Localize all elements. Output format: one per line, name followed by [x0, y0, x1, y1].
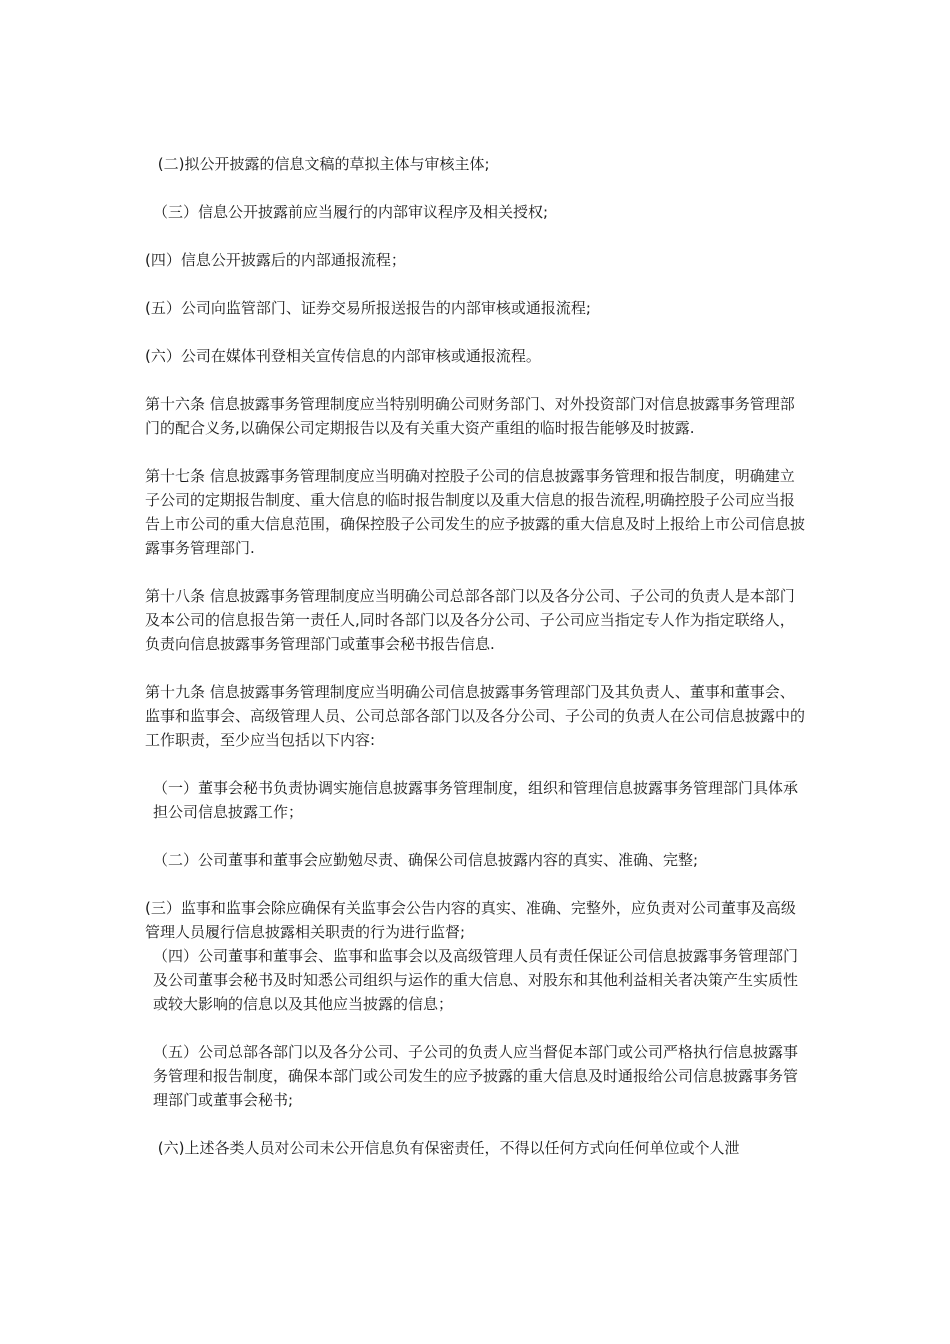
duty-item-6: (六)上述各类人员对公司未公开信息负有保密责任，不得以任何方式向任何单位或个人泄: [153, 1139, 740, 1157]
article-16: 第十六条 信息披露事务管理制度应当特别明确公司财务部门、对外投资部门对信息披露事务管理部门的配合义务,以确保公司定期报告以及有关重大资产重组的临时报告能够及时披露.: [145, 395, 795, 437]
article-19: 第十九条 信息披露事务管理制度应当明确公司信息披露事务管理部门及其负责人、董事和董事会、监事和监事会、高级管理人员、公司总部各部门以及各分公司、子公司的负责人在公司信息披露中的工作职责，至少应当包括以下内容:: [145, 683, 806, 749]
paragraph-item-4: (四）信息公开披露后的内部通报流程；: [145, 251, 406, 269]
duty-item-1: （一）董事会秘书负责协调实施信息披露事务管理制度，组织和管理信息披露事务管理部门具体承担公司信息披露工作；: [153, 779, 799, 821]
duty-item-3: (三）监事和监事会除应确保有关监事会公告内容的真实、准确、完整外，应负责对公司董事及高级管理人员履行信息披露相关职责的行为进行监督;: [145, 899, 796, 941]
paragraph-item-3: （三）信息公开披露前应当履行的内部审议程序及相关授权;: [153, 203, 549, 221]
paragraph-item-6: (六）公司在媒体刊登相关宣传信息的内部审核或通报流程。: [145, 347, 541, 365]
duty-item-5: （五）公司总部各部门以及各分公司、子公司的负责人应当督促本部门或公司严格执行信息披露事务管理和报告制度，确保本部门或公司发生的应予披露的重大信息及时通报给公司信息披露事务管理部门或董事会秘书;: [153, 1043, 799, 1109]
document-body: [145, 152, 805, 1160]
article-17: 第十七条 信息披露事务管理制度应当明确对控股子公司的信息披露事务管理和报告制度，明确建立子公司的定期报告制度、重大信息的临时报告制度以及重大信息的报告流程,明确控股子公司应当报告上市公司的重大信息范围，确保控股子公司发生的应予披露的重大信息及时上报给上市公司信息披露事务管理部门.: [145, 467, 806, 557]
duty-item-4: （四）公司董事和董事会、监事和监事会以及高级管理人员有责任保证公司信息披露事务管理部门及公司董事会秘书及时知悉公司组织与运作的重大信息、对股东和其他利益相关者决策产生实质性或较大影响的信息以及其他应当披露的信息；: [153, 947, 799, 1013]
paragraph-item-5: (五）公司向监管部门、证券交易所报送报告的内部审核或通报流程;: [145, 299, 591, 317]
paragraph-item-2: (二)拟公开披露的信息文稿的草拟主体与审核主体;: [153, 155, 490, 173]
article-18: 第十八条 信息披露事务管理制度应当明确公司总部各部门以及各分公司、子公司的负责人是本部门及本公司的信息报告第一责任人,同时各部门以及各分公司、子公司应当指定专人作为指定联络人，负责向信息披露事务管理部门或董事会秘书报告信息.: [145, 587, 795, 653]
duty-item-2: （二）公司董事和董事会应勤勉尽责、确保公司信息披露内容的真实、准确、完整;: [153, 851, 699, 869]
